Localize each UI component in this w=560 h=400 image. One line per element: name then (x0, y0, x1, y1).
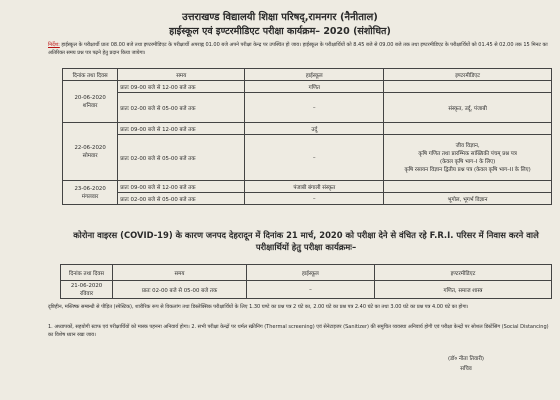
subject-line: कृषि गणित तथा प्रारम्भिक सांख्यिकी पंचम् प्रश्न पत्र (418, 150, 517, 157)
header-time: समय (118, 69, 245, 81)
instructions-label: निर्देश: (48, 42, 60, 48)
header-highschool: हाईस्कूल (245, 69, 384, 81)
header-intermediate: इण्टरमीडिएट (384, 69, 552, 81)
highschool-cell: पंजाबी बंगाली संस्कृत (245, 181, 384, 193)
intermediate-cell (384, 123, 552, 135)
covid-heading: कोरोना वाइरस (COVID-19) के कारण जनपद देहरादून में दिनांक 21 मार्च, 2020 को परीक्षा देने से वंचित रहे F.R.I. परिसर में निवास करने वाले परीक्षार्थियों हेतु परीक्षा कार्यक्रमः– (73, 230, 539, 252)
day-text: शनिवार (82, 102, 98, 109)
subject-line: (केवल कृषि भाग–I के लिए) (440, 158, 496, 165)
fri-schedule-table (60, 264, 552, 299)
intermediate-cell (384, 81, 552, 93)
time-cell: प्रातः 09-00 बजे से 12-00 बजे तक (118, 123, 245, 135)
signatory-name: (डॉ० नीता तिवारी) (448, 356, 485, 362)
schedule-title: हाईस्कूल एवं इण्टरमीडिएट परीक्षा कार्यक्रम– 2020 (संशोधित) (169, 26, 391, 37)
subject-line: जीव विज्ञान, (455, 142, 480, 149)
subject-line: कृषि रसायन विज्ञान द्वितीय प्रश्न पत्र (केवल कृषि भाग–II के लिए) (404, 166, 531, 173)
date-text: 22-06-2020 (74, 144, 106, 151)
date-text: 23-06-2020 (74, 185, 106, 192)
day-text: रविवार (79, 290, 94, 297)
intermediate-cell: संस्कृत, उर्दू, पंजाबी (384, 93, 552, 123)
highschool-cell: उर्दू (245, 123, 384, 135)
intermediate-cell (384, 181, 552, 193)
time-cell: प्रातः 02-00 बजे से 05-00 बजे तक (118, 93, 245, 123)
table-row (61, 281, 552, 299)
table-row (63, 135, 552, 181)
time-cell: प्रातः 09-00 बजे से 12-00 बजे तक (118, 81, 245, 93)
date-text: 21-06-2020 (70, 282, 103, 289)
time-cell: प्रातः 02-00 बजे से 05-00 बजे तक (118, 193, 245, 205)
header-date: दिनांक तथा दिवस (61, 265, 113, 281)
table-row (63, 81, 552, 93)
signatory-title: सचिव (460, 366, 472, 372)
table-row (63, 93, 552, 123)
intermediate-cell: भूगोल, भूगर्भ विज्ञान (384, 193, 552, 205)
intermediate-cell: गणित, समाज शास्त्र (374, 281, 551, 299)
exam-schedule-table (62, 68, 552, 205)
day-text: सोमवार (82, 152, 98, 159)
header-intermediate: इण्टरमीडिएट (374, 265, 551, 281)
footnote-special-candidates: दृष्टिहीन, मस्तिष्क सम्बन्धी से पीड़ित (स्पेस्टिक), शारीरिक रूप से विकलांग तथा डिस्लेक्सिक परीक्षार्थियों के लिए 1.30 घण्टे का प्रश्न पत्र 2 घंटे का, 2.00 घंटे का प्रश्न पत्र 2.40 घंटे का तथा 3.00 घंटे का प्रश्न पत्र 4.00 घंटे का होगा। (48, 304, 469, 310)
date-cell (63, 181, 118, 205)
highschool-cell: – (245, 193, 384, 205)
time-cell: प्रातः 09-00 बजे से 12-00 बजे तक (118, 181, 245, 193)
date-cell (63, 81, 118, 123)
highschool-cell: गणित (245, 81, 384, 93)
header-time: समय (113, 265, 247, 281)
header-highschool: हाईस्कूल (246, 265, 374, 281)
intermediate-cell (384, 135, 552, 181)
instructions (48, 41, 553, 57)
date-text: 20-06-2020 (74, 94, 106, 101)
instructions-text: हाईस्कूल के परीक्षार्थी प्रातः 08.00 बजे तथा इण्टरमीडिएट के परीक्षार्थी अपराह्न 01.00 बजे अपने परीक्षा केन्द्र पर उपस्थित हो जाय। हाईस्कूल के परीक्षार्थियों को 8.45 बजे से 09.00 बजे तक तथा इण्टरमीडिएट के परीक्षार्थियों को 01.45 से 02.00 तक 15 मिनट का अतिरिक्त समय प्रश्न पत्र पढ़ने हेतु प्रदान किया जायेगा। (48, 42, 548, 56)
date-cell (63, 123, 118, 181)
signature-block (448, 354, 484, 374)
time-cell: प्रातः 02-00 बजे से 05-00 बजे तक (113, 281, 247, 299)
highschool-cell: – (245, 135, 384, 181)
header-date: दिनांक तथा दिवस (63, 69, 118, 81)
date-cell (61, 281, 113, 299)
time-cell: प्रातः 02-00 बजे से 05-00 बजे तक (118, 135, 245, 181)
board-title: उत्तराखण्ड विद्यालयी शिक्षा परिषद्,रामनगर (नैनीताल) (182, 12, 378, 23)
table-row (63, 123, 552, 135)
table-row (63, 193, 552, 205)
footnote-covid-guidelines: 1. अध्यापकों, सहयोगी स्टाफ एवं परीक्षार्थियों को मास्क पहनना अनिवार्य होगा। 2. सभी परीक्षा केन्द्रों पर थर्मल स्क्रीनिंग (Thermal screening) एवं सेनेटाइजर (Sanitizer) की समुचित व्यवस्था अनिवार्य होगी एवं परीक्षा केन्द्रों पर सोशल डिस्टेंसिंग (Social Distancing) का विशेष ध्यान रखा जाय। (48, 324, 549, 338)
highschool-cell: – (246, 281, 374, 299)
table-row (63, 181, 552, 193)
highschool-cell: – (245, 93, 384, 123)
day-text: मंगलवार (81, 193, 99, 200)
